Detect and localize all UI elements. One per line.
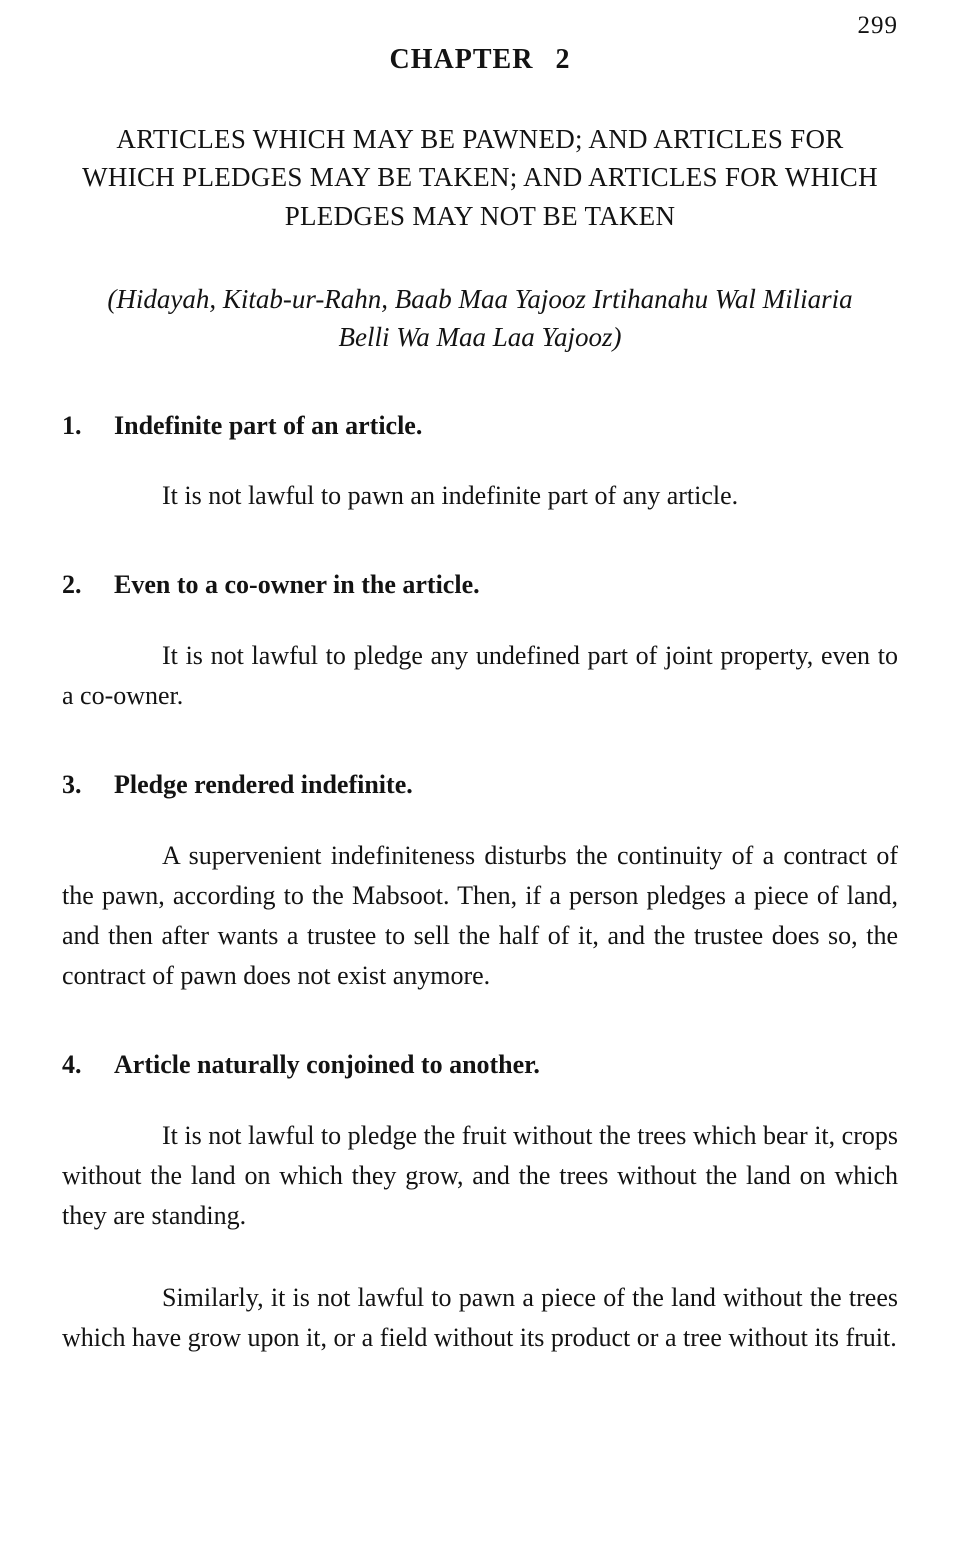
source-citation: (Hidayah, Kitab-ur-Rahn, Baab Maa Yajooz Irtihanahu Wal Miliaria Belli Wa Maa Laa Yajooz)	[107, 283, 853, 352]
section-number: 1.	[62, 410, 82, 440]
section-title: Indefinite part of an article.	[114, 410, 423, 440]
section-heading	[62, 568, 898, 602]
section-number: 3.	[62, 770, 82, 800]
section-3	[62, 768, 898, 996]
section-1	[62, 409, 898, 517]
section-number: 4.	[62, 1049, 82, 1079]
paragraph: It is not lawful to pawn an indefinite part of any article.	[162, 481, 739, 511]
document-title: ARTICLES WHICH MAY BE PAWNED; AND ARTICLES FOR WHICH PLEDGES MAY BE TAKEN; AND ARTICLES FOR WHICH PLEDGES MAY NOT BE TAKEN	[82, 124, 878, 231]
paragraph: It is not lawful to pledge the fruit without the trees which bear it, crops without the land on which they grow, and the trees without the land on which they are standing.	[62, 1120, 898, 1230]
section-4	[62, 1048, 898, 1358]
section-heading	[62, 768, 898, 802]
page-number: 299	[857, 12, 898, 39]
paragraph: A supervenient indefiniteness disturbs the continuity of a contract of the pawn, according to the Mabsoot. Then, if a person pledges a piece of land, and then after wants a trustee to sell the half of it, and the trustee does so, the contract of pawn does not exist anymore.	[62, 840, 898, 990]
chapter-title: CHAPTER 2	[389, 44, 571, 75]
paragraph: Similarly, it is not lawful to pawn a piece of the land without the trees which have grow upon it, or a field without its product or a tree without its fruit.	[62, 1282, 898, 1352]
section-2	[62, 568, 898, 716]
paragraph: It is not lawful to pledge any undefined part of joint property, even to a co-owner.	[62, 641, 898, 711]
section-title: Pledge rendered indefinite.	[114, 770, 413, 800]
section-title: Article naturally conjoined to another.	[114, 1049, 540, 1079]
section-number: 2.	[62, 570, 82, 600]
section-heading	[62, 1048, 898, 1082]
section-heading	[62, 409, 898, 443]
section-title: Even to a co-owner in the article.	[114, 570, 480, 600]
